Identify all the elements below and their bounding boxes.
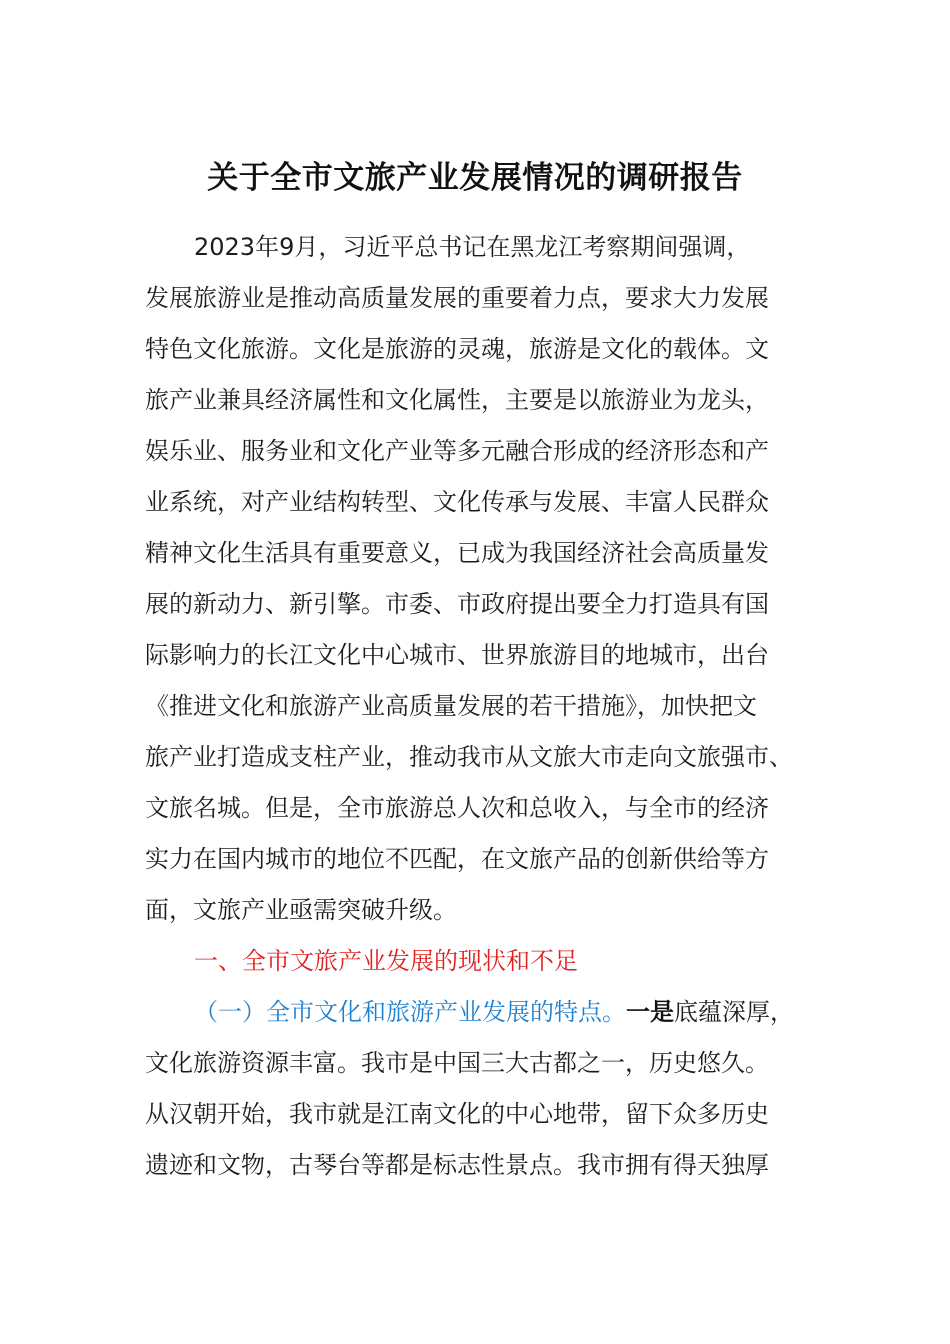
- subsection-heading: （一）全市文化和旅游产业发展的特点。: [194, 998, 626, 1026]
- paragraph-line: 实力在国内城市的地位不匹配，在文旅产品的创新供给等方: [145, 845, 769, 873]
- paragraph-line: 文化旅游资源丰富。我市是中国三大古都之一，历史悠久。: [145, 1049, 769, 1077]
- paragraph-line: 旅产业打造成支柱产业，推动我市从文旅大市走向文旅强市、: [145, 743, 793, 771]
- paragraph-line: 面，文旅产业亟需突破升级。: [145, 896, 457, 924]
- paragraph-line: 精神文化生活具有重要意义，已成为我国经济社会高质量发: [145, 539, 769, 567]
- paragraph-line: 《推进文化和旅游产业高质量发展的若干措施》，加快把文: [145, 692, 757, 720]
- paragraph-line: 发展旅游业是推动高质量发展的重要着力点，要求大力发展: [145, 284, 769, 312]
- section-heading: 一、全市文旅产业发展的现状和不足: [194, 947, 578, 975]
- paragraph-line: 旅产业兼具经济属性和文化属性，主要是以旅游业为龙头，: [145, 386, 769, 414]
- subsection-line: [194, 987, 826, 1037]
- paragraph-line: 2023年9月，习近平总书记在黑龙江考察期间强调，: [194, 233, 751, 261]
- paragraph-line: 际影响力的长江文化中心城市、世界旅游目的地城市，出台: [145, 641, 769, 669]
- paragraph-line: 特色文化旅游。文化是旅游的灵魂，旅游是文化的载体。文: [145, 335, 769, 363]
- paragraph-line: 文旅名城。但是，全市旅游总人次和总收入，与全市的经济: [145, 794, 769, 822]
- bold-lead: 一是: [626, 998, 674, 1026]
- paragraph-line: 展的新动力、新引擎。市委、市政府提出要全力打造具有国: [145, 590, 769, 618]
- paragraph-line: 业系统，对产业结构转型、文化传承与发展、丰富人民群众: [145, 488, 769, 516]
- paragraph-text: 底蕴深厚，: [674, 998, 794, 1026]
- paragraph-line: 从汉朝开始，我市就是江南文化的中心地带，留下众多历史: [145, 1100, 769, 1128]
- paragraph-line: 遗迹和文物，古琴台等都是标志性景点。我市拥有得天独厚: [145, 1151, 769, 1179]
- document-title: 关于全市文旅产业发展情况的调研报告: [207, 160, 743, 196]
- paragraph-line: 娱乐业、服务业和文化产业等多元融合形成的经济形态和产: [145, 437, 769, 465]
